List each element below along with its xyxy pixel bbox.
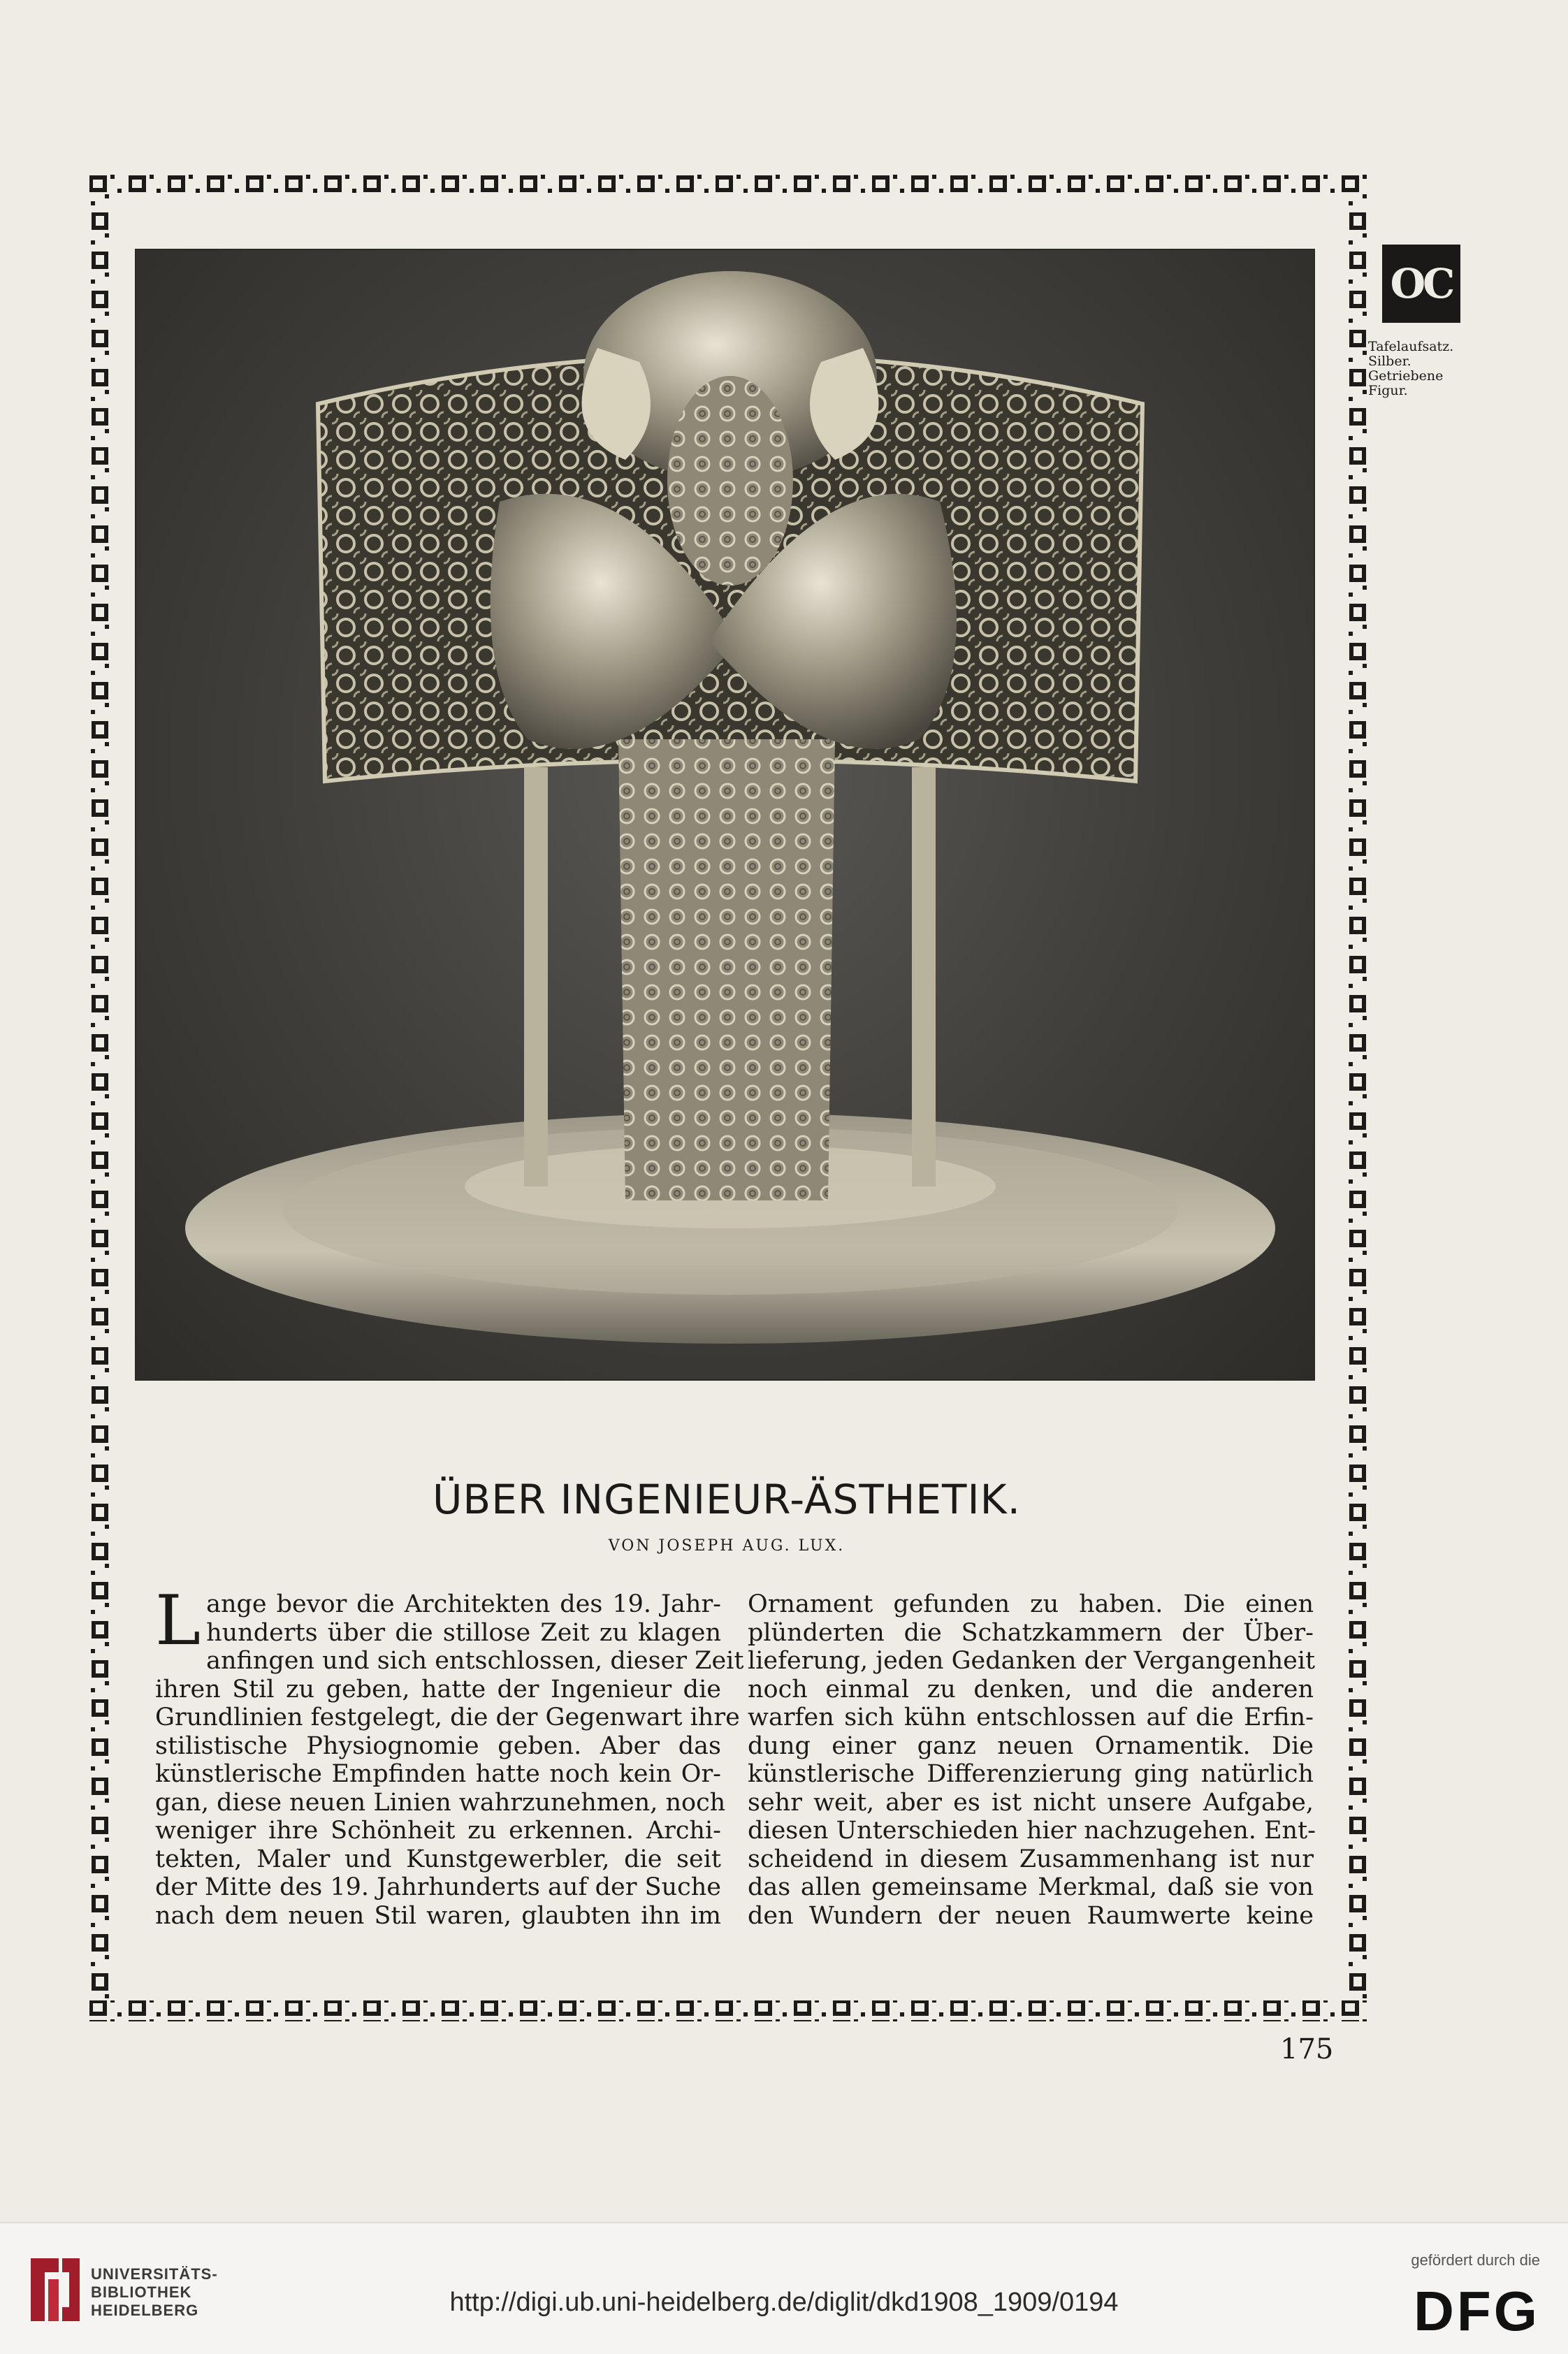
permalink-url[interactable]: http://digi.ub.uni-heidelberg.de/diglit/dkd1908_1909/0194 (449, 2288, 1119, 2317)
text-line: das allen gemeinsame Merkmal, daß sie von (748, 1873, 1314, 1901)
text-line: künstlerische Empfinden hatte noch kein Or- (155, 1760, 721, 1788)
drop-cap: L (155, 1581, 201, 1661)
centerpiece-photograph (135, 249, 1315, 1381)
text-line: hunderts über die stillose Zeit zu klagen (206, 1618, 721, 1647)
page-number: 175 (1280, 2033, 1334, 2065)
text-line: dung einer ganz neuen Ornamentik. Die (748, 1731, 1314, 1760)
article-title: ÜBER INGENIEUR-ÄSTHETIK. (432, 1476, 1022, 1523)
article-byline: VON JOSEPH AUG. LUX. (608, 1537, 845, 1555)
digitization-footer (0, 2222, 1568, 2354)
text-line: lieferung, jeden Gedanken der Vergangenheit (748, 1647, 1316, 1675)
caption-line: Silber. (1368, 354, 1411, 369)
photo-caption (1368, 340, 1480, 398)
library-name-line: BIBLIOTHEK (91, 2283, 192, 2301)
text-line: ihren Stil zu geben, hatte der Ingenieur die (155, 1675, 721, 1703)
library-name-line: UNIVERSITÄTS- (91, 2265, 218, 2283)
text-line: nach dem neuen Stil waren, glaubten ihn im (155, 1901, 721, 1930)
text-line: ange bevor die Architekten des 19. Jahr- (206, 1590, 721, 1618)
dfg-logo: DFG (1414, 2280, 1540, 2342)
caption-line: Tafelaufsatz. (1368, 339, 1454, 354)
text-line: sehr weit, aber es ist nicht unsere Aufgabe, (748, 1788, 1314, 1817)
sponsor-label: gefördert durch die (1411, 2251, 1540, 2269)
text-line: noch einmal zu denken, und die anderen (748, 1675, 1314, 1703)
library-name-line: HEIDELBERG (91, 2302, 199, 2319)
text-line: der Mitte des 19. Jahrhunderts auf der Suche (155, 1873, 721, 1901)
text-column-right (748, 1590, 1314, 1930)
text-line: scheidend in diesem Zusammenhang ist nur (748, 1845, 1314, 1873)
caption-line: Figur. (1368, 383, 1408, 398)
monogram-logo: OC (1382, 245, 1460, 323)
text-line: gan, diese neuen Linien wahrzunehmen, noch (155, 1788, 726, 1817)
text-line: stilistische Physiognomie geben. Aber das (155, 1731, 721, 1760)
text-line: künstlerische Differenzierung ging natürlich (748, 1760, 1314, 1788)
text-line: warfen sich kühn entschlossen auf die Erfin- (748, 1703, 1314, 1731)
centerpiece-image (136, 250, 1314, 1379)
text-line: diesen Unterschieden hier nachzugehen. Ent- (748, 1817, 1316, 1845)
text-line: plünderten die Schatzkammern der Über- (748, 1618, 1314, 1647)
text-line: den Wundern der neuen Raumwerte keine (748, 1901, 1314, 1930)
text-column-left (155, 1581, 744, 1930)
text-line: anfingen und sich entschlossen, dieser Zeit (206, 1647, 744, 1675)
text-line: Grundlinien festgelegt, die der Gegenwart ihre (155, 1703, 740, 1731)
text-line: weniger ihre Schönheit zu erkennen. Archi- (155, 1817, 721, 1845)
text-line: Ornament gefunden zu haben. Die einen (748, 1590, 1314, 1618)
text-line: tekten, Maler und Kunstgewerbler, die seit (155, 1845, 721, 1873)
caption-line: Getriebene (1368, 368, 1444, 384)
